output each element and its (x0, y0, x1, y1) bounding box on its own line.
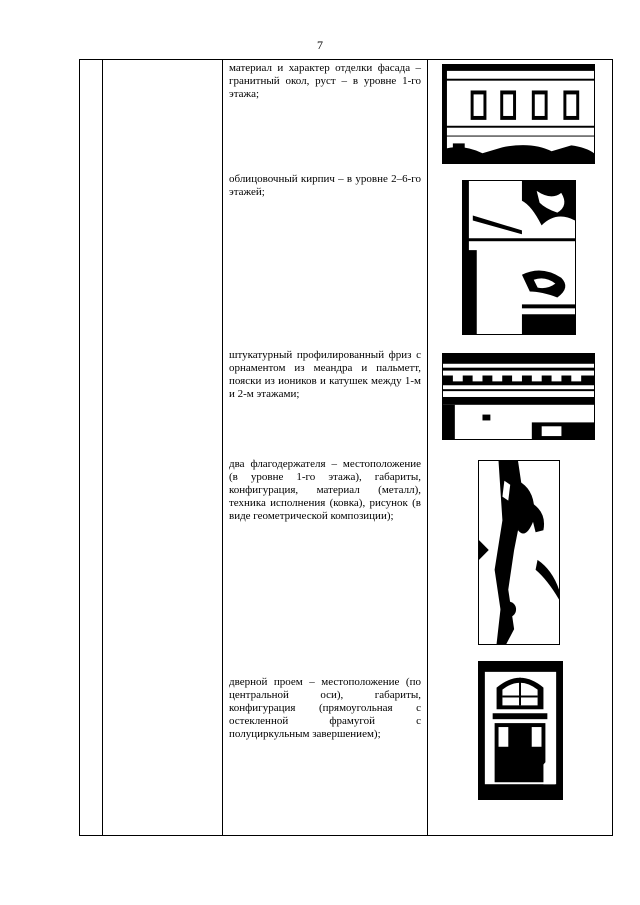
row-5-description: дверной проем – местоположение (по центральной оси), габариты, конфигурация (прямоугольная с остекленной фрамугой с полуциркульным завершением); (229, 676, 421, 740)
row-3-description: штукатурный профилированный фриз с орнаментом из меандра и пальметт, пояски из иоников и катушек между 1-м и 2-м этажами; (229, 349, 421, 400)
row-4-description: два флагодержателя – местоположение (в уровне 1-го этажа), габариты, конфигурация, материал (металл), техника исполнения (ковка), рисунок (в виде геометрической композиции); (229, 458, 421, 522)
building-ground-floor-photo (442, 64, 595, 164)
doorway-photo (478, 661, 563, 800)
row-1-description: материал и характер отделки фасада – гранитный окол, руст – в уровне 1-го этажа; (229, 62, 421, 100)
column-divider (222, 60, 223, 835)
column-divider (102, 60, 103, 835)
row-2-description: облицовочный кирпич – в уровне 2–6-го этажей; (229, 173, 421, 198)
flag-holder-photo (478, 460, 560, 645)
brick-wall-photo (462, 180, 576, 335)
frieze-photo (442, 353, 595, 440)
elements-table (79, 59, 613, 836)
column-divider (427, 60, 428, 835)
page-number: 7 (317, 38, 323, 52)
